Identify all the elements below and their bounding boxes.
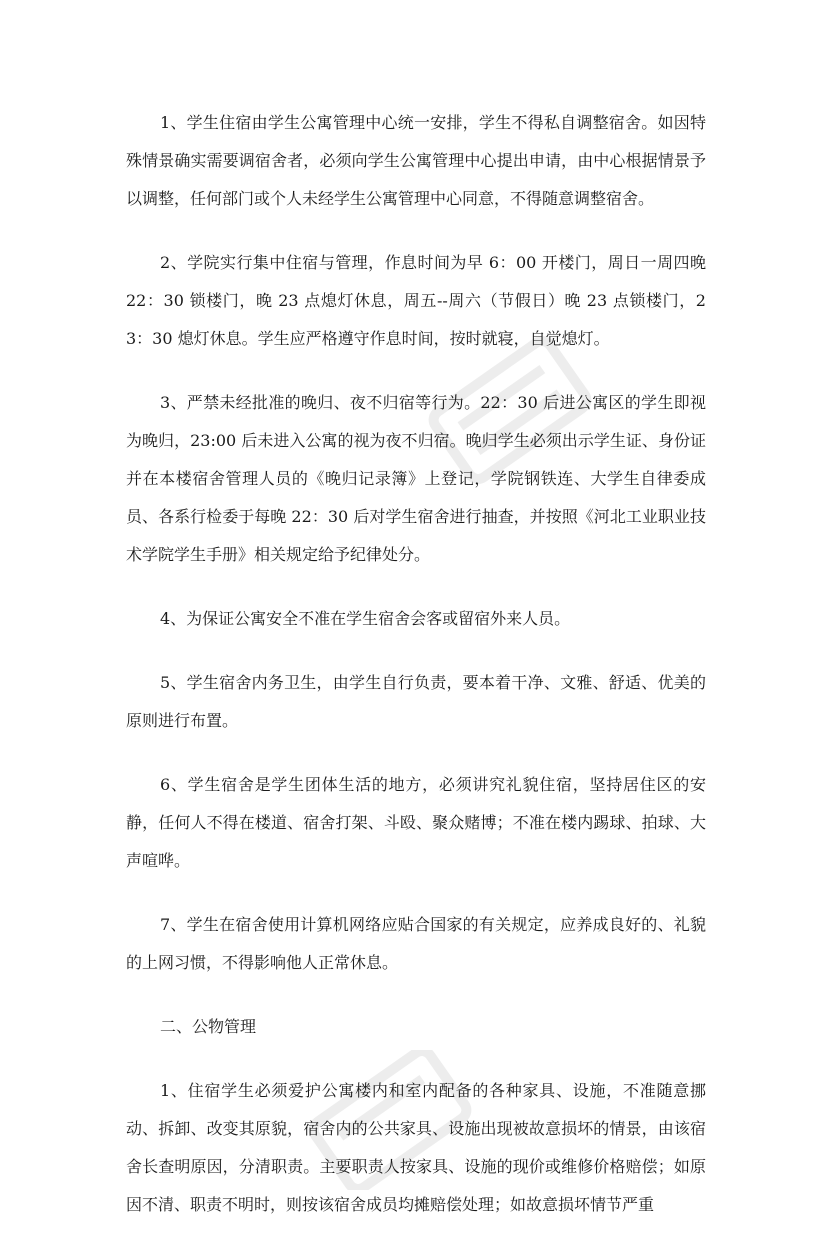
paragraph-rule-7: 7、学生在宿舍使用计算机网络应贴合国家的有关规定，应养成良好的、礼貌的上网习惯，不得影响他人正常休息。 [126, 915, 706, 972]
paragraph-rule-5: 5、学生宿舍内务卫生，由学生自行负责，要本着干净、文雅、舒适、优美的原则进行布置。 [126, 673, 706, 730]
paragraph-rule-1: 1、学生住宿由学生公寓管理中心统一安排，学生不得私自调整宿舍。如因特殊情景确实需要调宿舍者，必须向学生公寓管理中心提出申请，由中心根据情景予以调整，任何部门或个人未经学生公寓管理中心同意，不得随意调整宿舍。 [126, 113, 706, 208]
paragraph-rule-4: 4、为保证公寓安全不准在学生宿舍会客或留宿外来人员。 [160, 609, 571, 628]
paragraph-rule-2: 2、学院实行集中住宿与管理，作息时间为早 6：00 开楼门，周日一周四晚 22：30 锁楼门，晚 23 点熄灯休息，周五--周六（节假日）晚 23 点锁楼门，23：30 熄灯休息。学生应严格遵守作息时间，按时就寝，自觉熄灯。 [126, 253, 706, 348]
section-heading-public-property: 二、公物管理 [160, 1017, 257, 1036]
paragraph-rule-6: 6、学生宿舍是学生团体生活的地方，必须讲究礼貌住宿，坚持居住区的安静，任何人不得在楼道、宿舍打架、斗殴、聚众赌博；不准在楼内踢球、拍球、大声喧哗。 [126, 775, 706, 870]
paragraph-property-rule-1: 1、住宿学生必须爱护公寓楼内和室内配备的各种家具、设施，不准随意挪动、拆卸、改变其原貌，宿舍内的公共家具、设施出现被故意损坏的情景，由该宿舍长查明原因，分清职责。主要职责人按家具、设施的现价或维修价格赔偿；如原因不清、职责不明时，则按该宿舍成员均摊赔偿处理；如故意损坏情节严重 [126, 1081, 706, 1214]
document-body [126, 104, 706, 1250]
paragraph-rule-3: 3、严禁未经批准的晚归、夜不归宿等行为。22：30 后进公寓区的学生即视为晚归，23:00 后未进入公寓的视为夜不归宿。晚归学生必须出示学生证、身份证并在本楼宿舍管理人员的《晚归记录簿》上登记，学院钢铁连、大学生自律委成员、各系行检委于每晚 22：30 后对学生宿舍进行抽查，并按照《河北工业职业技术学院学生手册》相关规定给予纪律处分。 [126, 393, 706, 564]
